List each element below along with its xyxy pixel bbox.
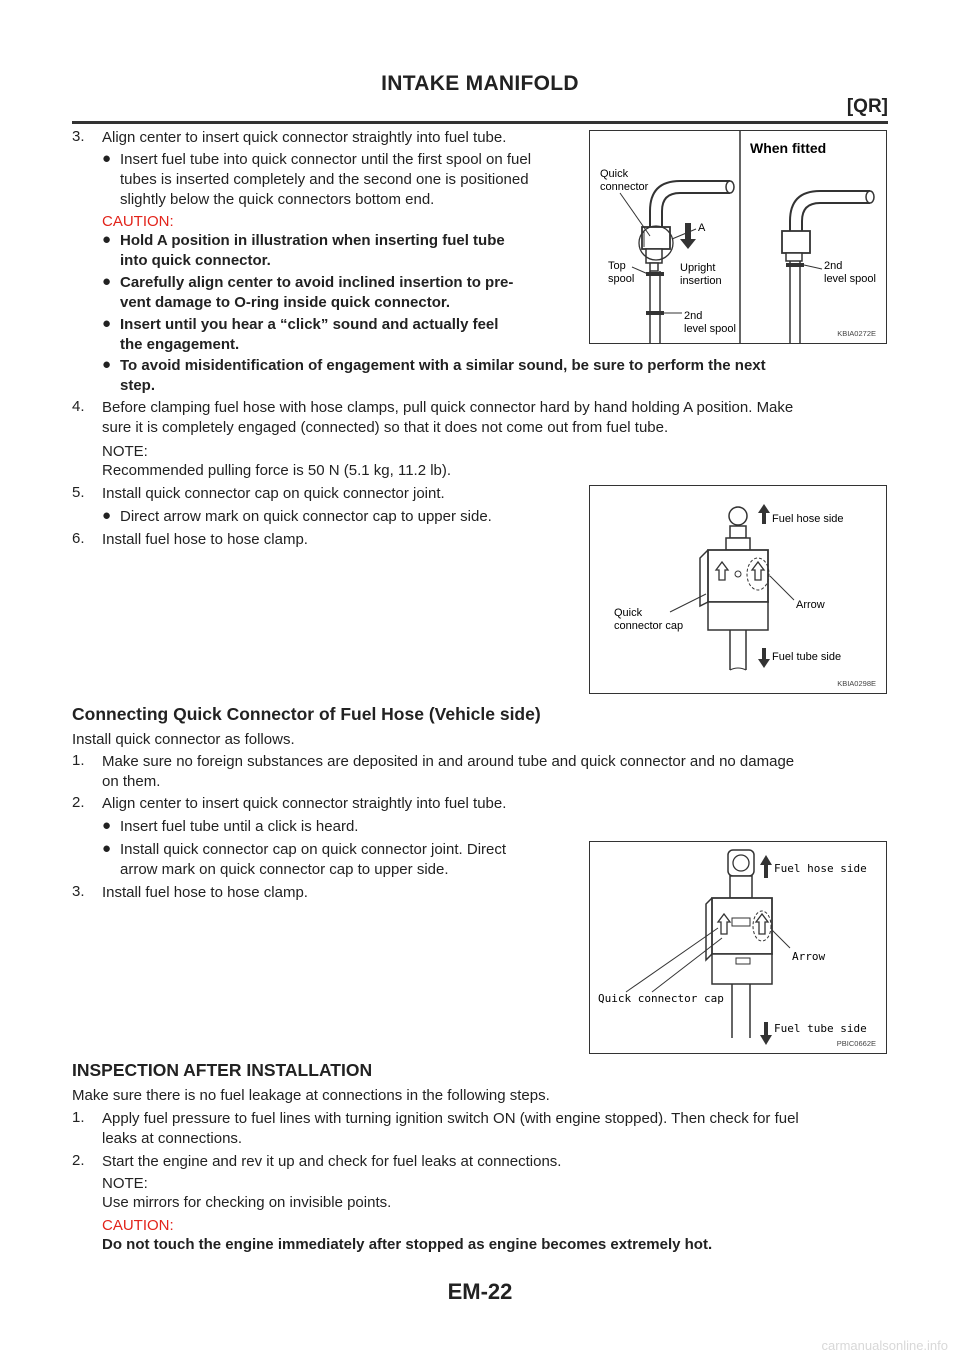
figure-code: KBIA0298E: [837, 679, 876, 688]
svg-text:spool: spool: [608, 273, 635, 285]
svg-text:Quick connector cap: Quick connector cap: [598, 992, 724, 1005]
bullet-icon: ●: [102, 840, 112, 857]
step-number: 1.: [72, 1109, 85, 1126]
svg-text:2nd: 2nd: [684, 310, 703, 322]
step-text: Align center to insert quick connector straightly into fuel tube.: [102, 129, 507, 146]
svg-text:When fitted: When fitted: [750, 140, 827, 156]
note-label: NOTE:: [102, 443, 148, 460]
step-number: 3.: [72, 883, 85, 900]
bullet-icon: ●: [102, 356, 112, 373]
svg-text:Fuel hose side: Fuel hose side: [774, 862, 867, 875]
caution-label: CAUTION:: [102, 213, 174, 230]
svg-text:level spool: level spool: [824, 273, 876, 285]
note-text: Use mirrors for checking on invisible points.: [102, 1194, 392, 1211]
step-number: 2.: [72, 1152, 85, 1169]
svg-text:Arrow: Arrow: [796, 599, 825, 611]
svg-text:Quick: Quick: [614, 607, 643, 619]
page-number: EM-22: [447, 1279, 513, 1304]
figure-connector-cap-pbic: [589, 841, 887, 1054]
step-text: Before clamping fuel hose with hose clamps, pull quick connector hard by hand holding A position. Make sure it is completely engaged (connected) so that it does not come out from fuel tube.: [102, 399, 794, 436]
step-number: 4.: [72, 398, 85, 415]
step-text: Install quick connector cap on quick connector joint.: [102, 485, 445, 502]
step-number: 2.: [72, 794, 85, 811]
svg-text:A: A: [698, 222, 706, 234]
page-title: INTAKE MANIFOLD: [381, 72, 579, 95]
step-number: 1.: [72, 752, 85, 769]
caution-item: To avoid misidentification of engagement with a similar sound, be sure to perform the next step.: [120, 357, 766, 394]
svg-text:Fuel hose side: Fuel hose side: [772, 513, 844, 525]
figure-connector-cap-arrow: [589, 485, 887, 694]
section-tag: [QR]: [846, 96, 888, 117]
step-text: Install fuel hose to hose clamp.: [102, 884, 308, 901]
caution-item: Hold A position in illustration when inserting fuel tube into quick connector.: [120, 232, 505, 269]
svg-text:Fuel tube side: Fuel tube side: [772, 651, 842, 663]
step-text: Align center to insert quick connector straightly into fuel tube.: [102, 795, 507, 812]
section-heading: INSPECTION AFTER INSTALLATION: [72, 1060, 373, 1080]
figure-quick-connector-fitting: [589, 130, 887, 344]
bullet-icon: ●: [102, 817, 112, 834]
intro-text: Make sure there is no fuel leakage at connections in the following steps.: [72, 1087, 550, 1104]
bullet-icon: ●: [102, 273, 112, 290]
caution-label: CAUTION:: [102, 1217, 174, 1234]
step-number: 5.: [72, 484, 85, 501]
intro-text: Install quick connector as follows.: [72, 731, 295, 748]
svg-text:Upright: Upright: [680, 262, 716, 274]
watermark: carmanualsonline.info: [821, 1338, 948, 1353]
note-label: NOTE:: [102, 1175, 148, 1192]
svg-text:Fuel tube side: Fuel tube side: [774, 1022, 867, 1035]
bullet-icon: ●: [102, 315, 112, 332]
figure-code: PBIC0662E: [836, 1039, 876, 1048]
svg-text:connector cap: connector cap: [614, 620, 684, 632]
bullet-text: Insert fuel tube into quick connector until the first spool on fuel tubes is inserted completely and the second one is positioned slightly below the quick connectors bottom end.: [120, 151, 532, 208]
section-heading: Connecting Quick Connector of Fuel Hose (Vehicle side): [72, 704, 541, 724]
step-number: 3.: [72, 128, 85, 145]
svg-text:insertion: insertion: [680, 275, 722, 287]
svg-text:Quick: Quick: [600, 168, 629, 180]
svg-text:level spool: level spool: [684, 323, 736, 335]
svg-text:Top: Top: [608, 260, 626, 272]
step-text: Apply fuel pressure to fuel lines with turning ignition switch ON (with engine stopped). Then check for fuel leaks at connections.: [102, 1110, 799, 1147]
caution-item: Carefully align center to avoid inclined insertion to pre- vent damage to O-ring inside quick connector.: [120, 274, 514, 311]
bullet-text: Install quick connector cap on quick connector joint. Direct arrow mark on quick connector cap to upper side.: [120, 841, 507, 878]
bullet-icon: ●: [102, 231, 112, 248]
step-text: Install fuel hose to hose clamp.: [102, 531, 308, 548]
figure-code: KBIA0272E: [837, 329, 876, 338]
caution-text: Do not touch the engine immediately after stopped as engine becomes extremely hot.: [102, 1236, 713, 1253]
step-text: Make sure no foreign substances are deposited in and around tube and quick connector and no damage on them.: [102, 753, 795, 790]
svg-text:Arrow: Arrow: [792, 950, 826, 963]
bullet-icon: ●: [102, 150, 112, 167]
header-rule: [72, 121, 888, 124]
svg-text:connector: connector: [600, 181, 649, 193]
svg-text:2nd: 2nd: [824, 260, 843, 272]
bullet-text: Insert fuel tube until a click is heard.: [120, 818, 359, 835]
note-text: Recommended pulling force is 50 N (5.1 kg, 11.2 lb).: [102, 462, 452, 479]
bullet-icon: ●: [102, 507, 112, 524]
caution-item: Insert until you hear a “click” sound and actually feel the engagement.: [120, 316, 499, 353]
step-number: 6.: [72, 530, 85, 547]
step-text: Start the engine and rev it up and check for fuel leaks at connections.: [102, 1153, 562, 1170]
bullet-text: Direct arrow mark on quick connector cap to upper side.: [120, 508, 492, 525]
